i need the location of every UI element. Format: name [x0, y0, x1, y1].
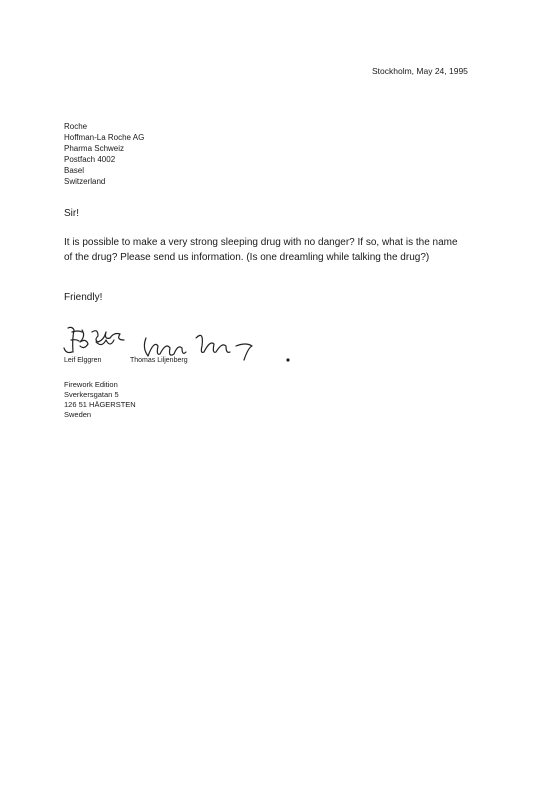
recipient-line: Hoffman-La Roche AG — [64, 133, 145, 142]
recipient-line: Pharma Schweiz — [64, 144, 125, 153]
signer-name: Leif Elggren — [64, 357, 102, 364]
sender-line: 126 51 HÄGERSTEN — [64, 400, 136, 409]
signer-name: Thomas Liljenberg — [130, 357, 188, 364]
sender-address — [64, 380, 136, 420]
sender-line: Sverkersgatan 5 — [64, 390, 119, 399]
letter-date: Stockholm, May 24, 1995 — [372, 66, 468, 76]
letter-body: It is possible to make a very strong sleeping drug with no danger? If so, what is the name of the drug? Please send us information. (Is one dreamling while talking the drug?) — [64, 237, 458, 263]
salutation: Sir! — [64, 208, 79, 219]
sender-line: Sweden — [64, 410, 92, 419]
recipient-line: Basel — [64, 166, 85, 175]
recipient-line: Switzerland — [64, 177, 106, 186]
recipient-line: Postfach 4002 — [64, 155, 116, 164]
sender-line: Firework Edition — [64, 380, 118, 389]
recipient-line: Roche — [64, 122, 88, 131]
closing: Friendly! — [64, 292, 103, 303]
recipient-address — [64, 121, 144, 187]
